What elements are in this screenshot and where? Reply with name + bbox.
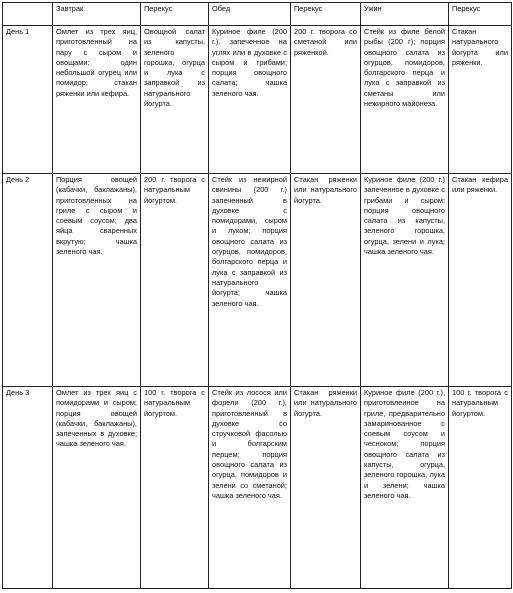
breakfast-cell: Омлет из трех яиц, приготовленный на пару с сыром и овощами; один небольшой огурец или помидор; стакан ряженки или кефира.	[53, 26, 141, 174]
dinner-cell: Стейк из филе белой рыбы (200 г); порция овощного салата из огурцов, помидоров, болгарского перца и лука с заправкой из сметаны или нежирного майонеза.	[361, 26, 449, 174]
diet-table-container	[2, 2, 512, 589]
snack-3-cell: Стакан кефира или ряженки.	[449, 174, 512, 387]
day-label: День 2	[3, 174, 53, 387]
snack-2-cell: Стакан ряженки или натурального йогурта.	[291, 174, 361, 387]
snack-1-cell: 200 г. творога с натуральным йогуртом.	[141, 174, 209, 387]
diet-menu-table	[2, 2, 512, 589]
breakfast-cell: Омлет из трех яиц с помидорами и сыром; порция овощей (кабачки, баклажаны), запеченных в духовке; чашка зеленого чая.	[53, 387, 141, 589]
table-row-day-2	[3, 174, 512, 387]
snack-2-cell: 200 г. творога со сметаной или ряженкой.	[291, 26, 361, 174]
snack-3-cell: Стакан натурального йогурта или ряженки.	[449, 26, 512, 174]
lunch-cell: Стейк из нежирной свинины (200 г.) запеченный в духовке с помидорами, сыром и луком; порция овощного салата из огурцов, помидоров, болгарского перца и лука с заправкой из натурального йогурта; чашка зеленого чая.	[209, 174, 291, 387]
table-row-day-3	[3, 387, 512, 589]
header-snack-1: Перекус	[141, 3, 209, 26]
header-snack-2: Перекус	[291, 3, 361, 26]
snack-1-cell: Овощной салат из капусты, зеленого горошка, огурца и лука с заправкой из натурального йогурта.	[141, 26, 209, 174]
dinner-cell: Куриное филе (200 г.), приготовленное на гриле, предварительно замаринованное с соевым соусом и чесноком; порция овощного салата из капусты, огурца, зеленого горошка, лука и зелени; чашка зеленого чая.	[361, 387, 449, 589]
header-row	[3, 3, 512, 26]
lunch-cell: Куриное филе (200 г.), запеченное на углях или в духовке с сыром и грибами; порция овощного салата; чашка зеленого чая.	[209, 26, 291, 174]
lunch-cell: Стейк из лосося или форели (200 г.), приготовленный в духовке со стручковой фасолью и болгарским перцем; порция овощного салата из огурца, помидоров и зелени со сметаной; чашка зеленого чая.	[209, 387, 291, 589]
dinner-cell: Куриное филе (200 г.) запеченное в духовке с грибами и сыром; порция овощного салата из капусты, зеленого горошка, огурца, зелени и лука; чашка зеленого чая.	[361, 174, 449, 387]
day-label: День 3	[3, 387, 53, 589]
day-label: День 1	[3, 26, 53, 174]
snack-3-cell: 100 г. творога с натуральным йогуртом.	[449, 387, 512, 589]
header-snack-3: Перекус	[449, 3, 512, 26]
table-row-day-1	[3, 26, 512, 174]
header-day-cell	[3, 3, 53, 26]
breakfast-cell: Порция овощей (кабачки, баклажаны), приготовленных на гриле с сыром и соевым соусом; два яйца сваренных вкрутую; чашка зеленого чая.	[53, 174, 141, 387]
header-breakfast: Завтрак	[53, 3, 141, 26]
snack-1-cell: 100 г. творога с натуральным йогуртом.	[141, 387, 209, 589]
header-lunch: Обед	[209, 3, 291, 26]
snack-2-cell: Стакан ряженки или натурального йогурта.	[291, 387, 361, 589]
header-dinner: Ужин	[361, 3, 449, 26]
